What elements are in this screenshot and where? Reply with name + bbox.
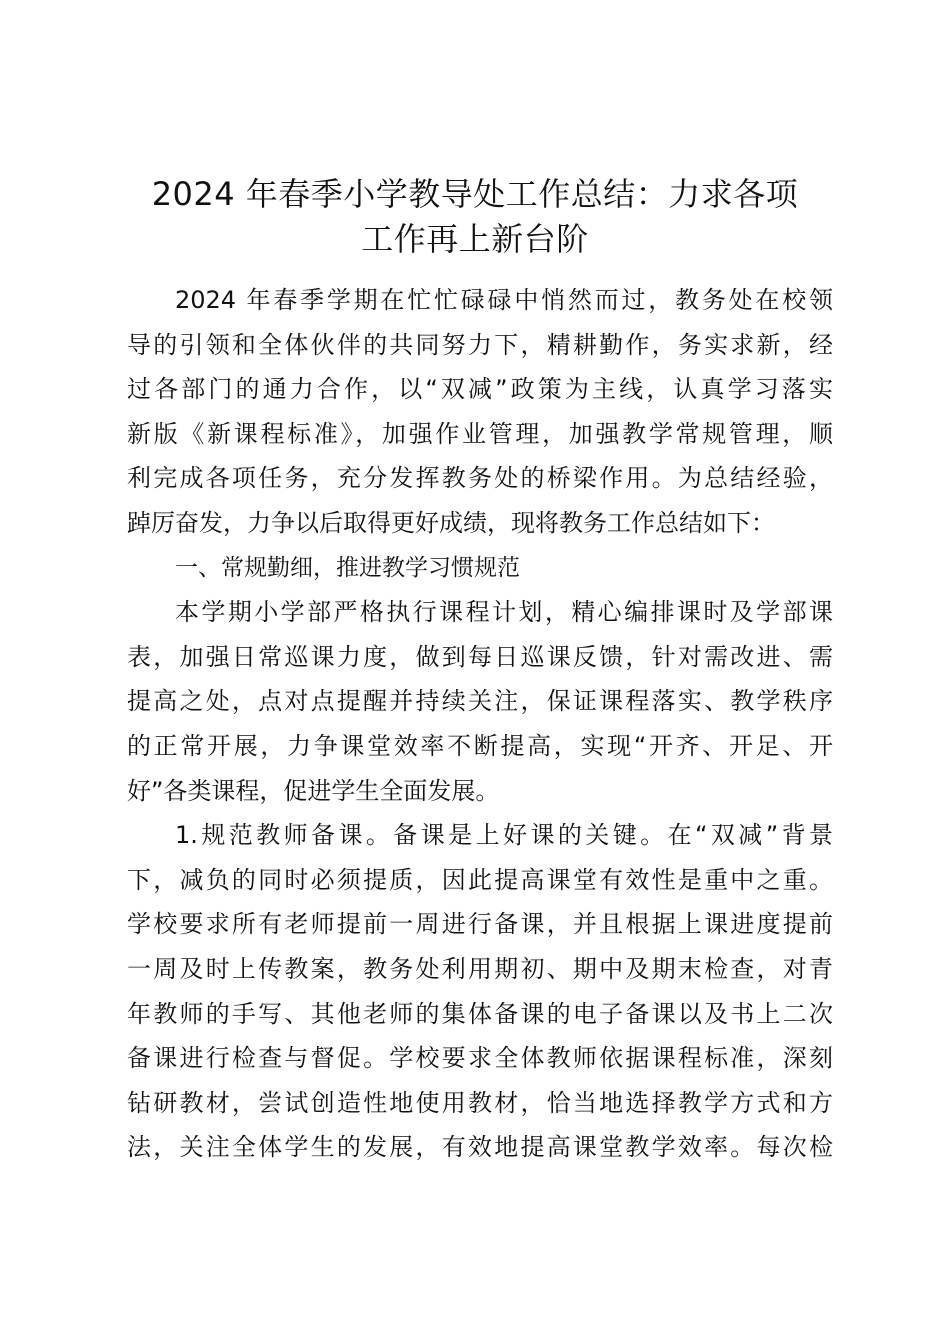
paragraph-line: 下，减负的同时必须提质，因此提高课堂有效性是重中之重。 (127, 865, 833, 894)
paragraph-line: 备课进行检查与督促。学校要求全体教师依据课程标准，深刻 (127, 1044, 833, 1073)
paragraph-line: 利完成各项任务，充分发挥教务处的桥梁作用。为总结经验， (127, 464, 833, 493)
document-body (127, 278, 833, 1170)
section-heading: 一、常规勤细，推进教学习惯规范 (175, 554, 520, 581)
paragraph-line: 法，关注全体学生的发展，有效地提高课堂教学效率。每次检 (127, 1133, 833, 1162)
paragraph-line: 1.规范教师备课。备课是上好课的关键。在“双减”背景 (175, 821, 833, 850)
paragraph-line: 一周及时上传教案，教务处利用期初、期中及期末检查，对青 (127, 954, 833, 983)
paragraph-line: 2024 年春季学期在忙忙碌碌中悄然而过，教务处在校领 (175, 286, 833, 314)
paragraph-line: 表，加强日常巡课力度，做到每日巡课反馈，针对需改进、需 (127, 642, 833, 671)
document-title (110, 172, 840, 262)
title-line-2: 工作再上新台阶 (361, 220, 589, 258)
paragraph-line: 本学期小学部严格执行课程计划，精心编排课时及学部课 (175, 598, 833, 627)
paragraph-line: 钻研教材，尝试创造性地使用教材，恰当地选择教学方式和方 (127, 1088, 833, 1117)
paragraph-line: 踔厉奋发，力争以后取得更好成绩，现将教务工作总结如下： (127, 508, 775, 537)
paragraph-line: 年教师的手写、其他老师的集体备课的电子备课以及书上二次 (127, 999, 833, 1028)
paragraph-line: 提高之处，点对点提醒并持续关注，保证课程落实、教学秩序 (127, 687, 833, 716)
paragraph-line: 新版《新课程标准》，加强作业管理，加强教学常规管理，顺 (127, 419, 833, 448)
title-line-1: 2024 年春季小学教导处工作总结：力求各项 (151, 175, 799, 213)
paragraph-line: 的正常开展，力争课堂效率不断提高，实现“开齐、开足、开 (127, 731, 833, 760)
paragraph-line: 学校要求所有老师提前一周进行备课，并且根据上课进度提前 (127, 910, 833, 939)
paragraph-line: 过各部门的通力合作，以“双减”政策为主线，认真学习落实 (127, 375, 833, 404)
paragraph-line: 导的引领和全体伙伴的共同努力下，精耕勤作，务实求新，经 (127, 330, 833, 359)
paragraph-line: 好”各类课程，促进学生全面发展。 (127, 776, 500, 805)
